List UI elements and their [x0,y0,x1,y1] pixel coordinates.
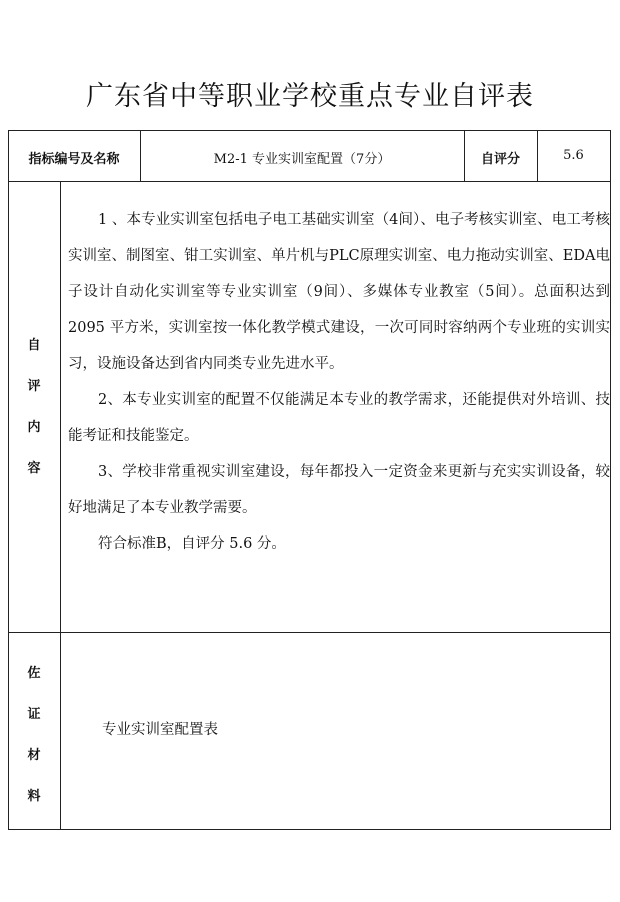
page-title: 广东省中等职业学校重点专业自评表 [86,81,534,112]
side-char: 证 [27,707,41,722]
content-paragraph: 1 、本专业实训室包括电子电工基础实训室（4间）、电子考核实训室、电工考核实训室、制图室、钳工实训室、单片机与PLC原理实训室、电力拖动实训室、EDA电子设计自动化实训室等专业实训室（9间）、多媒体专业教室（5间）。总面积达到 2095 平方米，实训室按一体化教学模式建设，一次可同时容纳两个专业班的实训实习，设施设备达到省内同类专业先进水平。 [68,212,610,372]
side-char: 料 [27,789,41,804]
score-label: 自评分 [480,152,520,167]
table-border-bottom [8,829,611,830]
table-border-top [8,130,611,131]
evidence-text: 专业实训室配置表 [102,722,218,738]
score-value: 5.6 [563,148,584,163]
header-row-divider [8,181,611,182]
side-char: 佐 [27,666,41,681]
evidence-side-label [8,662,60,826]
evaluation-side-label [8,334,60,498]
indicator-value: M2-1 专业实训室配置（7分） [213,152,391,167]
table-border-right [610,130,611,830]
content-paragraph: 2、本专业实训室的配置不仅能满足本专业的教学需求，还能提供对外培训、技能考证和技能鉴定。 [68,392,610,444]
body-col-divider [60,181,61,830]
content-paragraph: 符合标准B，自评分 5.6 分。 [98,536,286,552]
content-paragraph: 3、学校非常重视实训室建设，每年都投入一定资金来更新与充实实训设备，较好地满足了本专业教学需要。 [68,464,610,516]
side-char: 评 [27,379,41,394]
evaluation-content [68,202,610,562]
side-char: 容 [27,461,41,476]
side-char: 自 [27,338,41,353]
side-char: 内 [27,420,41,435]
indicator-label: 指标编号及名称 [28,152,120,167]
section-divider [8,632,611,633]
side-char: 材 [27,748,41,763]
